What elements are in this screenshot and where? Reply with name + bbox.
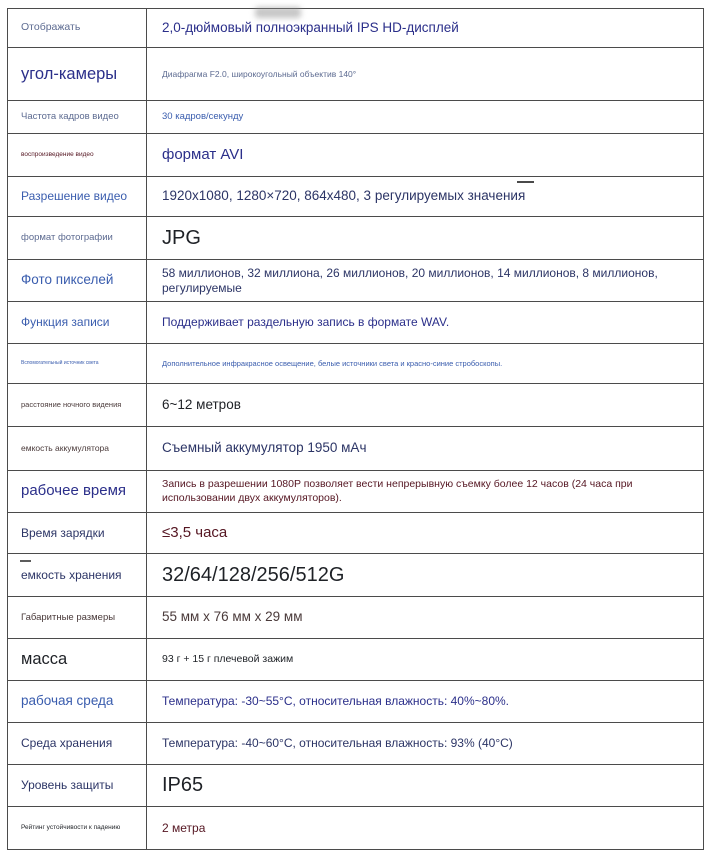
spec-label: емкость хранения xyxy=(8,554,147,596)
spec-label: рабочая среда xyxy=(8,681,147,722)
spec-value: Поддерживает раздельную запись в формате WAV. xyxy=(162,315,450,329)
spec-label: Время зарядки xyxy=(8,513,147,553)
spec-value: 6~12 метров xyxy=(162,396,241,412)
spec-label: Уровень защиты xyxy=(8,765,147,806)
table-row xyxy=(8,344,703,384)
spec-value: 58 миллионов, 32 миллиона, 26 миллионов, 20 миллионов, 14 миллионов, 8 миллионов, регулируемые xyxy=(162,265,658,295)
spec-label: воспроизведение видео xyxy=(8,134,147,176)
spec-label: Частота кадров видео xyxy=(8,101,147,133)
table-row xyxy=(8,260,703,302)
table-row xyxy=(8,101,703,134)
spec-label: Функция записи xyxy=(8,302,147,343)
table-row xyxy=(8,723,703,765)
spec-value: Диафрагма F2.0, широкоугольный объектив 140° xyxy=(162,68,357,79)
table-row xyxy=(8,48,703,101)
spec-label: Фото пикселей xyxy=(8,260,147,301)
table-row xyxy=(8,807,703,849)
table-row xyxy=(8,554,703,597)
table-row xyxy=(8,765,703,807)
table-row xyxy=(8,9,703,48)
spec-value: Температура: -40~60°C, относительная влажность: 93% (40°C) xyxy=(162,736,513,750)
table-row xyxy=(8,597,703,639)
table-row xyxy=(8,302,703,344)
spec-label: Отображать xyxy=(8,9,147,47)
spec-value: Дополнительное инфракрасное освещение, белые источники света и красно-синие стробоскопы. xyxy=(162,358,503,368)
spec-label: масса xyxy=(8,639,147,680)
spec-label: расстояние ночного видения xyxy=(8,384,147,426)
spec-value: 32/64/128/256/512G xyxy=(162,563,345,586)
spec-label: Разрешение видео xyxy=(8,177,147,216)
spec-label: формат фотографии xyxy=(8,217,147,259)
spec-label: емкость аккумулятора xyxy=(8,427,147,470)
table-row xyxy=(8,384,703,427)
spec-value: 30 кадров/секунду xyxy=(162,111,244,123)
specification-table xyxy=(7,8,704,850)
table-row xyxy=(8,513,703,554)
spec-value: ≤3,5 часа xyxy=(162,523,228,541)
spec-value: IP65 xyxy=(162,774,204,796)
spec-label: Рейтинг устойчивости к падению xyxy=(8,807,147,849)
table-row xyxy=(8,134,703,177)
spec-label: рабочее время xyxy=(8,471,147,512)
spec-value: Запись в разрешении 1080P позволяет вести непрерывную съемку более 12 часов (24 часа при использовании двух аккумуляторов). xyxy=(162,478,633,504)
spec-label: Вспомогательный источник света xyxy=(8,344,147,383)
spec-label: Габаритные размеры xyxy=(8,597,147,638)
spec-label: угол-камеры xyxy=(8,48,147,100)
table-row xyxy=(8,177,703,217)
spec-value: 1920x1080, 1280×720, 864x480, 3 регулируемых значения xyxy=(162,188,526,204)
table-row xyxy=(8,217,703,260)
spec-value: 93 г + 15 г плечевой зажим xyxy=(162,652,294,665)
spec-value: 2,0-дюймовый полноэкранный IPS HD-дисплей xyxy=(162,19,459,35)
spec-value: Съемный аккумулятор 1950 мАч xyxy=(162,440,367,456)
spec-value: формат AVI xyxy=(162,145,244,163)
spec-value: JPG xyxy=(162,226,201,249)
spec-label: Среда хранения xyxy=(8,723,147,764)
table-row xyxy=(8,681,703,723)
spec-value: 2 метра xyxy=(162,820,206,835)
spec-value: Температура: -30~55°C, относительная влажность: 40%~80%. xyxy=(162,694,510,708)
table-row xyxy=(8,639,703,681)
spec-value: 55 мм x 76 мм x 29 мм xyxy=(162,609,303,625)
table-row xyxy=(8,471,703,513)
table-row xyxy=(8,427,703,471)
